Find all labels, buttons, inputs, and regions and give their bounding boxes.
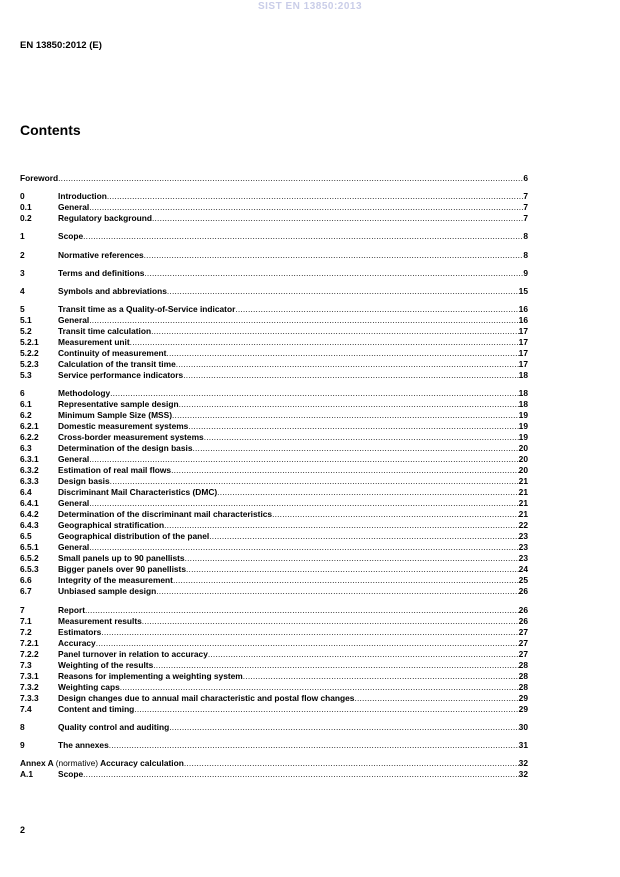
toc-entry-number: 7 bbox=[20, 604, 25, 615]
toc-entry[interactable] bbox=[20, 388, 528, 399]
leader-dots bbox=[173, 575, 519, 586]
toc-entry-number: 6.4 bbox=[20, 487, 32, 498]
leader-dots bbox=[243, 671, 519, 682]
leader-dots bbox=[169, 722, 518, 733]
leader-dots bbox=[142, 616, 519, 627]
leader-dots bbox=[152, 213, 523, 224]
toc-entry-page: 29 bbox=[518, 703, 528, 714]
toc-entry-page: 21 bbox=[518, 509, 528, 520]
toc-entry-page: 17 bbox=[518, 359, 528, 370]
toc-entry-number: 6.5 bbox=[20, 531, 32, 542]
toc-entry[interactable] bbox=[20, 722, 528, 733]
toc-entry-title: Integrity of the measurement bbox=[58, 575, 173, 586]
toc-entry-number: 6.5.2 bbox=[20, 553, 39, 564]
toc-entry-number: 6.5.1 bbox=[20, 542, 39, 553]
leader-dots bbox=[153, 660, 518, 671]
toc-entry-page: 20 bbox=[518, 454, 528, 465]
leader-dots bbox=[151, 326, 519, 337]
toc-entry-page: 18 bbox=[518, 370, 528, 381]
leader-dots bbox=[164, 520, 519, 531]
toc-entry-number: 8 bbox=[20, 721, 25, 732]
leader-dots bbox=[144, 250, 524, 261]
leader-dots bbox=[89, 454, 518, 465]
toc-entry-page: 29 bbox=[518, 692, 528, 703]
toc-entry-title: Regulatory background bbox=[58, 213, 152, 224]
toc-entry-page: 16 bbox=[518, 304, 528, 315]
toc-entry[interactable] bbox=[20, 660, 528, 671]
toc-entry[interactable] bbox=[20, 682, 528, 693]
toc-entry-number: 0 bbox=[20, 191, 25, 202]
toc-entry-title: Discriminant Mail Characteristics (DMC) bbox=[58, 487, 218, 498]
toc-entry-title: Geographical distribution of the panel bbox=[58, 531, 210, 542]
toc-entry-number: 6.4.3 bbox=[20, 520, 39, 531]
toc-entry-page: 27 bbox=[518, 648, 528, 659]
toc-entry-title: Weighting caps bbox=[58, 681, 120, 692]
toc-entry-annex-a[interactable] bbox=[20, 758, 528, 769]
toc-entry[interactable] bbox=[20, 231, 528, 242]
toc-entry[interactable] bbox=[20, 348, 528, 359]
toc-entry-number: 5.2 bbox=[20, 326, 32, 337]
toc-entry[interactable] bbox=[20, 542, 528, 553]
toc-entry-title: Estimators bbox=[58, 626, 102, 637]
leader-dots bbox=[89, 315, 518, 326]
leader-dots bbox=[58, 173, 523, 184]
leader-dots bbox=[188, 421, 518, 432]
toc-entry-page: 21 bbox=[518, 498, 528, 509]
toc-entry[interactable] bbox=[20, 487, 528, 498]
toc-entry-page: 17 bbox=[518, 337, 528, 348]
leader-dots bbox=[204, 432, 519, 443]
leader-dots bbox=[176, 359, 519, 370]
toc-entry-title: General bbox=[58, 498, 90, 509]
toc-entry[interactable] bbox=[20, 421, 528, 432]
toc-entry[interactable] bbox=[20, 304, 528, 315]
toc-entry-page: 19 bbox=[518, 410, 528, 421]
toc-entry-title: Continuity of measurement bbox=[58, 348, 167, 359]
toc-entry-page: 18 bbox=[518, 388, 528, 399]
toc-entry[interactable] bbox=[20, 704, 528, 715]
toc-entry[interactable] bbox=[20, 586, 528, 597]
leader-dots bbox=[144, 268, 523, 279]
toc-entry-title: General bbox=[58, 202, 90, 213]
toc-entry-number: 6.2.1 bbox=[20, 421, 39, 432]
toc-entry-number: 6.5.3 bbox=[20, 564, 39, 575]
annex-title: Accuracy calculation bbox=[100, 758, 184, 769]
toc-entry-page: 17 bbox=[518, 348, 528, 359]
toc-entry-title: Reasons for implementing a weighting system bbox=[58, 670, 243, 681]
toc-entry-title: Terms and definitions bbox=[58, 267, 145, 278]
toc-entry-title: Representative sample design bbox=[58, 399, 179, 410]
toc-entry[interactable] bbox=[20, 509, 528, 520]
toc-entry[interactable] bbox=[20, 649, 528, 660]
leader-dots bbox=[166, 348, 518, 359]
leader-dots bbox=[272, 509, 519, 520]
toc-entry-number: 6.2 bbox=[20, 410, 32, 421]
leader-dots bbox=[89, 202, 523, 213]
toc-entry-number: 6.1 bbox=[20, 399, 32, 410]
toc-entry-number: 6.3 bbox=[20, 443, 32, 454]
toc-entry[interactable] bbox=[20, 173, 528, 184]
toc-entry-title: Geographical stratification bbox=[58, 520, 165, 531]
toc-entry-title: Small panels up to 90 panellists bbox=[58, 553, 185, 564]
toc-entry-page: 27 bbox=[518, 637, 528, 648]
toc-entry[interactable] bbox=[20, 564, 528, 575]
toc-entry-number: 6 bbox=[20, 388, 25, 399]
toc-entry[interactable] bbox=[20, 498, 528, 509]
toc-entry-page: 20 bbox=[518, 465, 528, 476]
toc-entry-page: 19 bbox=[518, 421, 528, 432]
toc-entry-title: Quality control and auditing bbox=[58, 721, 170, 732]
toc-entry-number: 5.2.1 bbox=[20, 337, 39, 348]
leader-dots bbox=[110, 476, 519, 487]
toc-entry-number: 6.3.2 bbox=[20, 465, 39, 476]
toc-entry-page: 24 bbox=[518, 564, 528, 575]
toc-entry[interactable] bbox=[20, 399, 528, 410]
leader-dots bbox=[193, 443, 519, 454]
toc-entry-number: 7.4 bbox=[20, 703, 32, 714]
toc-entry[interactable] bbox=[20, 370, 528, 381]
toc-entry[interactable] bbox=[20, 671, 528, 682]
toc-entry-page: 28 bbox=[518, 681, 528, 692]
toc-entry-page: 6 bbox=[523, 173, 528, 183]
toc-entry-title: Minimum Sample Size (MSS) bbox=[58, 410, 173, 421]
toc-entry-number: 4 bbox=[20, 285, 25, 296]
toc-entry-title: Scope bbox=[58, 769, 84, 780]
toc-entry-page: 28 bbox=[518, 670, 528, 681]
toc-entry-page: 8 bbox=[523, 249, 528, 260]
leader-dots bbox=[167, 286, 519, 297]
toc-entry-page: 28 bbox=[518, 659, 528, 670]
leader-dots bbox=[354, 693, 518, 704]
toc-entry-page: 7 bbox=[523, 213, 528, 224]
toc-entry-page: 32 bbox=[518, 758, 528, 769]
toc-entry-page: 19 bbox=[518, 432, 528, 443]
toc-entry-number: 7.2.1 bbox=[20, 637, 39, 648]
toc-entry-number: 6.7 bbox=[20, 586, 32, 597]
toc-entry-number: 7.2.2 bbox=[20, 648, 39, 659]
toc-entry-number: 7.3.1 bbox=[20, 670, 39, 681]
toc-entry-page: 9 bbox=[523, 267, 528, 278]
toc-entry-number: 6.3.1 bbox=[20, 454, 39, 465]
toc-entry-title: Calculation of the transit time bbox=[58, 359, 176, 370]
toc-entry[interactable] bbox=[20, 315, 528, 326]
toc-entry-title: Design changes due to annual mail characteristic and postal flow changes bbox=[58, 692, 355, 703]
toc-entry-number: 6.4.2 bbox=[20, 509, 39, 520]
table-of-contents bbox=[20, 173, 528, 780]
toc-entry-page: 30 bbox=[518, 721, 528, 732]
toc-entry-number: 6.2.2 bbox=[20, 432, 39, 443]
leader-dots bbox=[183, 370, 518, 381]
toc-entry[interactable] bbox=[20, 476, 528, 487]
toc-entry-title: Estimation of real mail flows bbox=[58, 465, 172, 476]
watermark: SIST EN 13850:2013 bbox=[257, 1, 363, 12]
toc-entry-page: 16 bbox=[518, 315, 528, 326]
toc-entry[interactable] bbox=[20, 520, 528, 531]
toc-entry-number: 5.1 bbox=[20, 315, 32, 326]
toc-entry-number: 9 bbox=[20, 739, 25, 750]
toc-entry-page: 26 bbox=[518, 586, 528, 597]
leader-dots bbox=[83, 769, 519, 780]
toc-entry-page: 7 bbox=[523, 191, 528, 202]
toc-entry-title: Scope bbox=[58, 231, 84, 242]
toc-entry-page: 31 bbox=[518, 739, 528, 750]
toc-entry-title: General bbox=[58, 315, 90, 326]
toc-entry[interactable] bbox=[20, 454, 528, 465]
toc-entry[interactable] bbox=[20, 553, 528, 564]
document-id: EN 13850:2012 (E) bbox=[20, 40, 102, 51]
toc-entry-page: 21 bbox=[518, 487, 528, 498]
toc-entry-title: Design basis bbox=[58, 476, 110, 487]
toc-entry-title: Measurement results bbox=[58, 615, 142, 626]
page-title: Contents bbox=[20, 122, 81, 138]
toc-entry-title: Transit time as a Quality-of-Service indicator bbox=[58, 304, 236, 315]
leader-dots bbox=[217, 487, 519, 498]
leader-dots bbox=[208, 649, 519, 660]
toc-entry-number: 7.1 bbox=[20, 615, 32, 626]
toc-entry[interactable] bbox=[20, 250, 528, 261]
leader-dots bbox=[185, 553, 519, 564]
toc-entry-number: 0.2 bbox=[20, 213, 32, 224]
toc-entry-title: Service performance indicators bbox=[58, 370, 184, 381]
toc-entry-title: Determination of the design basis bbox=[58, 443, 193, 454]
toc-entry-page: 18 bbox=[518, 399, 528, 410]
toc-entry-title: Foreword bbox=[20, 173, 59, 183]
toc-entry[interactable] bbox=[20, 337, 528, 348]
toc-entry-page: 22 bbox=[518, 520, 528, 531]
toc-entry-page: 25 bbox=[518, 575, 528, 586]
leader-dots bbox=[209, 531, 518, 542]
toc-entry-number: A.1 bbox=[20, 769, 34, 780]
leader-dots bbox=[109, 740, 519, 751]
toc-entry-number: 6.4.1 bbox=[20, 498, 39, 509]
toc-entry[interactable] bbox=[20, 432, 528, 443]
toc-entry-number: 1 bbox=[20, 231, 25, 242]
toc-entry-number: 7.2 bbox=[20, 626, 32, 637]
annex-note: (normative) bbox=[55, 758, 99, 769]
toc-entry-title: Measurement unit bbox=[58, 337, 130, 348]
toc-entry[interactable] bbox=[20, 638, 528, 649]
toc-entry-page: 26 bbox=[518, 615, 528, 626]
toc-entry-title: Panel turnover in relation to accuracy bbox=[58, 648, 208, 659]
toc-entry-page: 17 bbox=[518, 326, 528, 337]
toc-entry-number: 7.3 bbox=[20, 659, 32, 670]
leader-dots bbox=[101, 627, 518, 638]
leader-dots bbox=[171, 465, 519, 476]
toc-entry-title: Weighting of the results bbox=[58, 659, 154, 670]
leader-dots bbox=[134, 704, 518, 715]
toc-entry[interactable] bbox=[20, 286, 528, 297]
leader-dots bbox=[107, 191, 523, 202]
toc-entry[interactable] bbox=[20, 213, 528, 224]
toc-entry-number: 5.2.3 bbox=[20, 359, 39, 370]
toc-entry[interactable] bbox=[20, 268, 528, 279]
toc-entry-title: Content and timing bbox=[58, 703, 135, 714]
toc-entry[interactable] bbox=[20, 359, 528, 370]
toc-entry-page: 8 bbox=[523, 231, 528, 242]
leader-dots bbox=[235, 304, 518, 315]
toc-entry-title: Transit time calculation bbox=[58, 326, 152, 337]
toc-entry-a-1[interactable] bbox=[20, 769, 528, 780]
leader-dots bbox=[120, 682, 519, 693]
toc-entry-page: 20 bbox=[518, 443, 528, 454]
toc-entry[interactable] bbox=[20, 326, 528, 337]
toc-entry-title: Symbols and abbreviations bbox=[58, 285, 167, 296]
toc-entry-title: The annexes bbox=[58, 739, 109, 750]
toc-entry-page: 26 bbox=[518, 604, 528, 615]
toc-entry[interactable] bbox=[20, 465, 528, 476]
toc-entry[interactable] bbox=[20, 202, 528, 213]
toc-entry-page: 23 bbox=[518, 553, 528, 564]
leader-dots bbox=[89, 542, 518, 553]
toc-entry[interactable] bbox=[20, 443, 528, 454]
toc-entry[interactable] bbox=[20, 740, 528, 751]
toc-entry-title: Normative references bbox=[58, 249, 144, 260]
leader-dots bbox=[110, 388, 519, 399]
leader-dots bbox=[85, 605, 519, 616]
toc-entry-number: 5 bbox=[20, 304, 25, 315]
toc-entry-title: Methodology bbox=[58, 388, 111, 399]
leader-dots bbox=[96, 638, 519, 649]
toc-entry-page: 7 bbox=[523, 202, 528, 213]
toc-entry-number: 6.3.3 bbox=[20, 476, 39, 487]
leader-dots bbox=[83, 231, 523, 242]
toc-entry-page: 21 bbox=[518, 476, 528, 487]
toc-entry-title: Report bbox=[58, 604, 85, 615]
leader-dots bbox=[186, 564, 519, 575]
toc-entry-number: 5.3 bbox=[20, 370, 32, 381]
toc-entry-number: 2 bbox=[20, 249, 25, 260]
leader-dots bbox=[156, 586, 518, 597]
toc-entry-title: Bigger panels over 90 panellists bbox=[58, 564, 187, 575]
toc-entry[interactable] bbox=[20, 616, 528, 627]
toc-entry-title bbox=[20, 758, 184, 769]
leader-dots bbox=[172, 410, 519, 421]
toc-entry[interactable] bbox=[20, 693, 528, 704]
toc-entry-title: Cross-border measurement systems bbox=[58, 432, 204, 443]
toc-entry-page: 23 bbox=[518, 542, 528, 553]
toc-entry[interactable] bbox=[20, 531, 528, 542]
toc-entry-number: 3 bbox=[20, 267, 25, 278]
toc-entry[interactable] bbox=[20, 605, 528, 616]
toc-entry-number: 7.3.2 bbox=[20, 681, 39, 692]
toc-entry[interactable] bbox=[20, 627, 528, 638]
toc-entry-page: 27 bbox=[518, 626, 528, 637]
toc-entry-title: General bbox=[58, 542, 90, 553]
toc-entry-page: 32 bbox=[518, 769, 528, 780]
toc-entry-number: 7.3.3 bbox=[20, 692, 39, 703]
toc-entry-number: 6.6 bbox=[20, 575, 32, 586]
toc-entry-page: 15 bbox=[518, 285, 528, 296]
page-number: 2 bbox=[20, 825, 26, 835]
leader-dots bbox=[130, 337, 519, 348]
toc-entry[interactable] bbox=[20, 410, 528, 421]
leader-dots bbox=[179, 399, 519, 410]
toc-entry-title: Accuracy bbox=[58, 637, 96, 648]
toc-entry-title: General bbox=[58, 454, 90, 465]
annex-label: Annex A bbox=[20, 758, 54, 769]
leader-dots bbox=[89, 498, 518, 509]
leader-dots bbox=[184, 758, 519, 769]
toc-entry-title: Domestic measurement systems bbox=[58, 421, 189, 432]
toc-entry[interactable] bbox=[20, 191, 528, 202]
toc-entry[interactable] bbox=[20, 575, 528, 586]
toc-entry-title: Unbiased sample design bbox=[58, 586, 157, 597]
toc-entry-number: 0.1 bbox=[20, 202, 32, 213]
toc-entry-number: 5.2.2 bbox=[20, 348, 39, 359]
toc-entry-title: Determination of the discriminant mail characteristics bbox=[58, 509, 273, 520]
toc-entry-page: 23 bbox=[518, 531, 528, 542]
toc-entry-title: Introduction bbox=[58, 191, 107, 202]
